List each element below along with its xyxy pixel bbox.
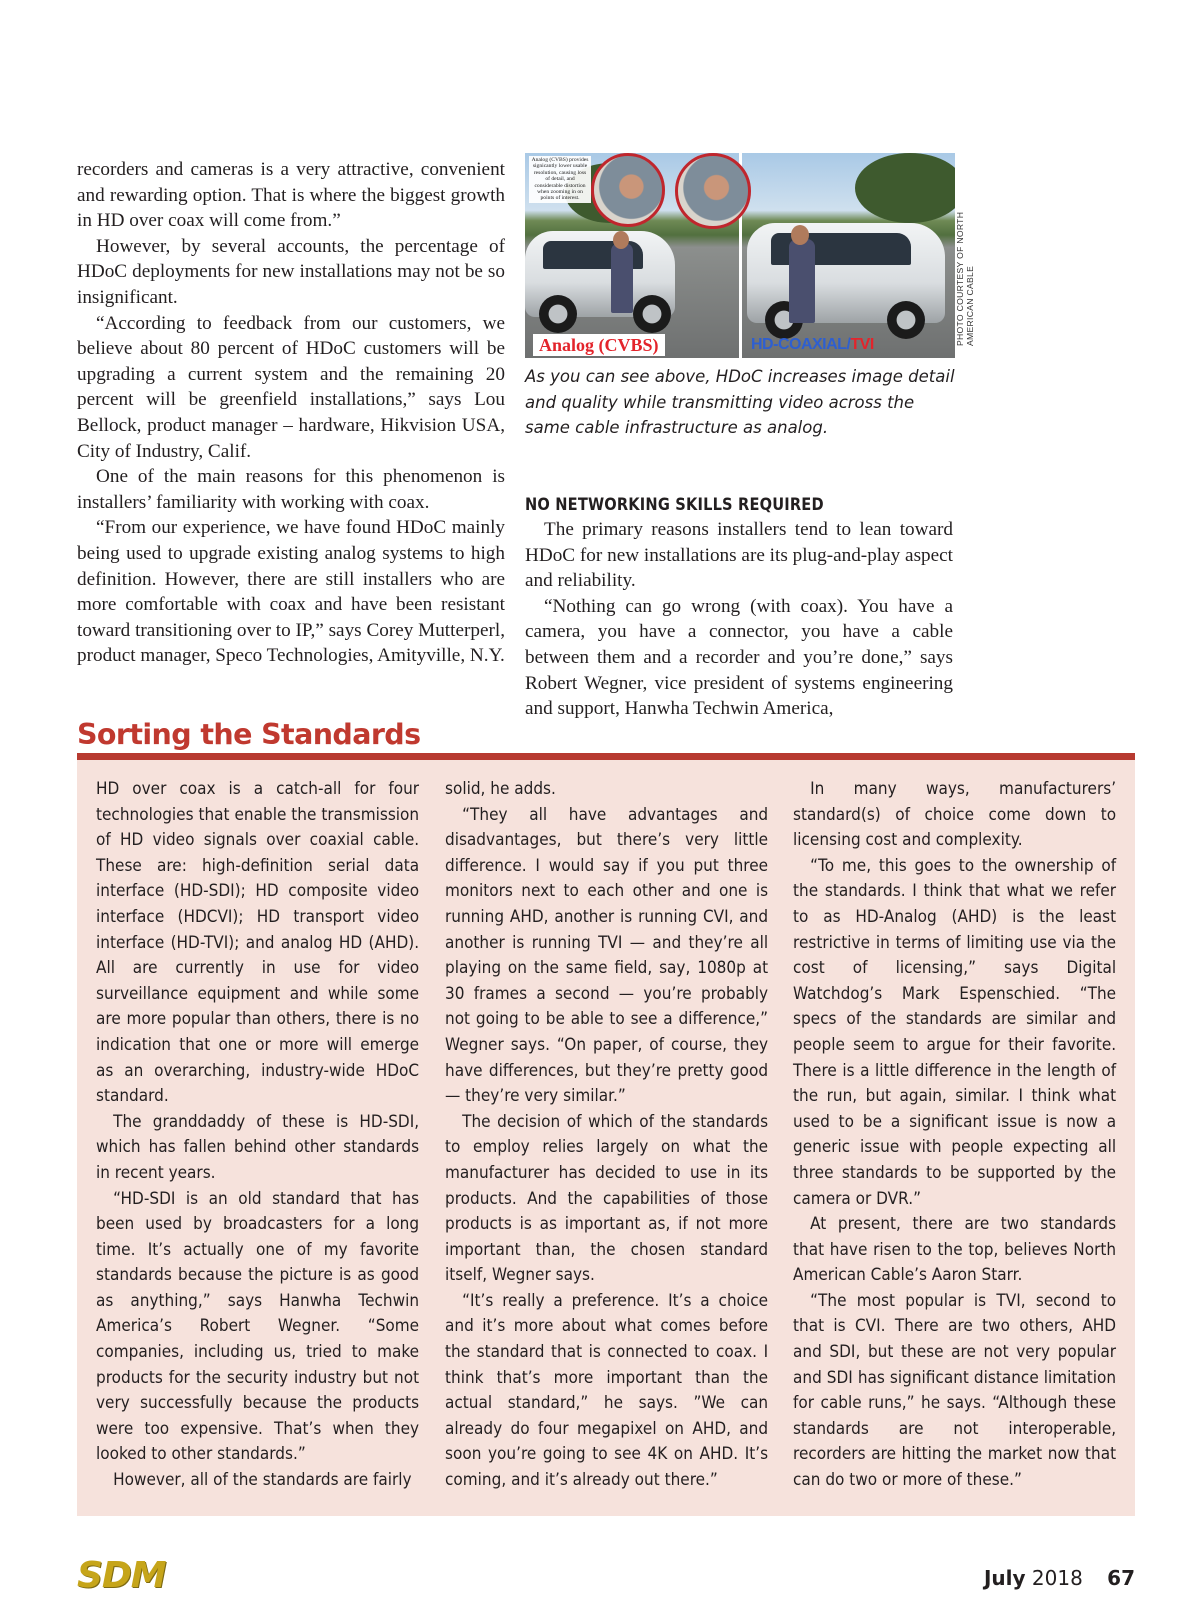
paragraph: solid, he adds. <box>445 779 556 799</box>
wheel-shape <box>887 301 925 339</box>
analog-label: Analog (CVBS) <box>533 334 665 356</box>
right-person-shape <box>789 239 815 323</box>
paragraph: The primary reasons installers tend to lean toward HDoC for new installations are its plug-and-play aspect and reliability. <box>525 519 953 592</box>
paragraph: HD over coax is a catch-all for four technologies that enable the transmission of HD video signals over coaxial cable. These are: high-definition serial data interface (HD-SDI); HD composite video interface (HDCVI); HD transport video interface (HD-TVI); and analog HD (AHD). All are currently in use for video surveillance equipment and while some are more popular than others, there is no indication that one or more will emerge as an overarching, industry-wide HDoC standard. <box>96 779 420 1107</box>
sidebar-rule <box>77 753 1135 760</box>
paragraph: One of the main reasons for this phenomenon is installers’ familiarity with working with coax. <box>77 466 505 513</box>
wheel-shape <box>633 295 671 333</box>
sidebar-column-2 <box>445 777 768 1494</box>
comparison-photo <box>525 153 955 358</box>
page-number: 67 <box>1107 1566 1135 1590</box>
paragraph: At present, there are two standards that have risen to the top, believes North American Cable’s Aaron Starr. <box>793 1214 1117 1286</box>
paragraph: “The most popular is TVI, second to that is CVI. There are two others, AHD and SDI, but these are not very popular and SDI has significant distance limitation for cable runs,” he says. “Although these standards are not interoperable, recorders are hitting the market now that can do two or more of these.” <box>793 1290 1117 1491</box>
left-zoom-inset <box>591 153 665 227</box>
issue-info <box>984 1566 1135 1590</box>
sdm-logo: SDM <box>77 1555 166 1596</box>
hd-label-prefix: HD-COAXIAL/ <box>751 336 851 353</box>
paragraph: However, all of the standards are fairly <box>113 1470 412 1491</box>
right-person-head <box>791 225 809 245</box>
paragraph: “They all have advantages and disadvantages, but there’s very little difference. I would say if you put three monitors next to each other and one is running AHD, another is running CVI, and another is running TVI — and they’re all playing on the same field, say, 1080p at 30 frames a second — you’re probably not going to be able to see a difference,” Wegner says. “On paper, of course, they have differences, but they’re pretty good — they’re very similar.” <box>445 804 769 1107</box>
issue-month: July <box>983 1566 1026 1590</box>
paragraph: However, by several accounts, the percentage of HDoC deployments for new installations may not be so insignificant. <box>77 235 505 308</box>
paragraph: “To me, this goes to the ownership of the standards. I think that what we refer to as HD-Analog (AHD) is the least restrictive in terms of limiting use via the cost of licensing,” says Digital Watchdog’s Mark Espenschied. “The specs of the standards are similar and people seem to argue for their favorite. There is a little difference in the length of the run, but again, similar. I think what used to be a significant issue is now a generic issue with people expecting all three standards to be supported by the camera or DVR.” <box>793 855 1117 1209</box>
sidebar-column-3 <box>793 777 1116 1494</box>
paragraph: recorders and cameras is a very attractive, convenient and rewarding option. That is where the biggest growth in HD over coax will come from.” <box>77 159 505 232</box>
paragraph: “Nothing can go wrong (with coax). You have a camera, you have a connector, you have a cable between them and a recorder and you’re done,” says Robert Wegner, vice president of systems engineering and support, Hanwha Techwin America, <box>525 595 953 720</box>
photo-credit: PHOTO COURTESY OF NORTH AMERICAN CABLE <box>955 211 975 346</box>
paragraph: “According to feedback from our customers, we believe about 80 percent of HDoC customers will be upgrading a current system and the remaining 20 percent will be greenfield installations,” says Lou Bellock, product manager – hardware, Hikvision USA, City of Industry, Calif. <box>77 312 505 462</box>
left-person-head <box>613 231 629 249</box>
paragraph: “It’s really a preference. It’s a choice and it’s more about what comes before the standard that is connected to coax. I think that’s more important than the actual standard,” he says. ”We can already do four megapixel on AHD, and soon you’re going to see 4K on AHD. It’s coming, and it’s already out there.” <box>445 1290 769 1491</box>
paragraph: “HD-SDI is an old standard that has been used by broadcasters for a long time. It’s actually one of my favorite standards because the picture is as good as anything,” says Hanwha Techwin America’s Robert Wegner. “Some companies, including us, tried to make products for the security industry but not very successfully because the products were too expensive. That’s when they looked to other standards.” <box>96 1188 420 1465</box>
paragraph: The granddaddy of these is HD-SDI, which has fallen behind other standards in recent years. <box>96 1111 420 1183</box>
right-zoom-inset <box>675 153 751 229</box>
sidebar-title: Sorting the Standards <box>77 718 421 751</box>
photo-callout: Analog (CVBS) provides signicantly lower usable resolution, causing loss of detail, and considerable distortion when zooming in on points of interest. <box>529 156 591 203</box>
left-person-shape <box>611 243 633 313</box>
section-heading: NO NETWORKING SKILLS REQUIRED <box>525 495 824 515</box>
article-column-left <box>77 157 505 669</box>
article-column-right <box>525 494 953 722</box>
hd-tvi-label <box>751 334 874 356</box>
issue-year: 2018 <box>1031 1566 1083 1590</box>
paragraph: In many ways, manufacturers’ standard(s) of choice come down to licensing cost and complexity. <box>793 779 1117 851</box>
paragraph: “From our experience, we have found HDoC mainly being used to upgrade existing analog systems to high definition. However, there are still installers who are more comfortable with coax and have been resistant toward transitioning over to IP,” says Corey Mutterperl, product manager, Speco Technologies, Amityville, N.Y. <box>77 517 505 667</box>
tvi-label: TVI <box>850 336 874 353</box>
sidebar-column-1 <box>96 777 419 1494</box>
wheel-shape <box>539 295 577 333</box>
paragraph: The decision of which of the standards to employ relies largely on what the manufacturer has decided to use in its products. And the capabilities of those products is as important as, if not more important than, the chosen standard itself, Wegner says. <box>445 1111 769 1286</box>
photo-caption: As you can see above, HDoC increases image detail and quality while transmitting video across the same cable infrastructure as analog. <box>525 367 955 438</box>
tree-shape <box>855 153 955 223</box>
